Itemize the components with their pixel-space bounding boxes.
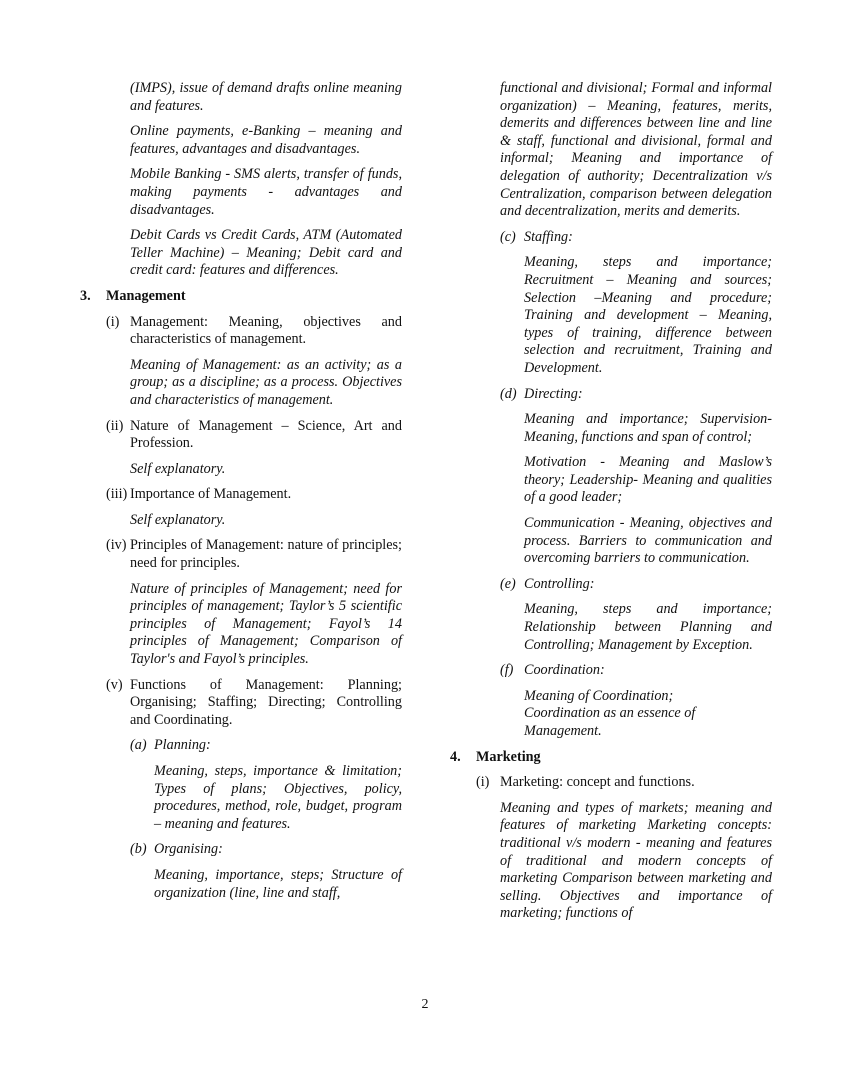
item-number: (i) bbox=[476, 774, 490, 791]
sub-item-number: (a) bbox=[130, 737, 147, 754]
item-text: Importance of Management. bbox=[130, 486, 292, 503]
item-text: Functions of Management: Planning; Organising; Staffing; Directing; Controlling and Coordinating. bbox=[130, 676, 402, 728]
item-i-detail: Meaning of Management: as an activity; as a group; as a discipline; as a process. Objectives and characteristics of management. bbox=[130, 356, 402, 408]
item-text: Management: Meaning, objectives and characteristics of management. bbox=[130, 313, 402, 348]
mobile-banking-paragraph: Mobile Banking - SMS alerts, transfer of funds, making payments - advantages and disadvantages. bbox=[130, 166, 402, 218]
coordination-line: Meaning of Coordination; bbox=[524, 687, 674, 704]
sub-item-number: (b) bbox=[130, 841, 147, 858]
coordination-detail bbox=[524, 688, 772, 741]
right-column bbox=[450, 80, 772, 931]
directing-detail-communication: Communication - Meaning, objectives and process. Barriers to communication and overcoming barriers to communication. bbox=[524, 515, 772, 567]
item-iii-detail: Self explanatory. bbox=[130, 511, 226, 528]
sub-item-title: Directing: bbox=[524, 385, 583, 402]
directing-detail-supervision: Meaning and importance; Supervision- Meaning, functions and span of control; bbox=[524, 411, 772, 445]
debit-credit-cards-paragraph: Debit Cards vs Credit Cards, ATM (Automated Teller Machine) – Meaning; Debit card and credit card: features and differences. bbox=[130, 227, 402, 279]
sub-item-d bbox=[500, 386, 772, 404]
section-4-heading bbox=[450, 749, 772, 767]
online-payments-paragraph: Online payments, e-Banking – meaning and features, advantages and disadvantages. bbox=[130, 123, 402, 157]
sub-item-title: Coordination: bbox=[524, 662, 605, 679]
item-ii-detail: Self explanatory. bbox=[130, 460, 226, 477]
sub-item-number: (f) bbox=[500, 662, 514, 679]
section-number: 3. bbox=[80, 287, 91, 304]
section-3-heading bbox=[80, 288, 402, 306]
sub-item-title: Staffing: bbox=[524, 228, 573, 245]
sub-item-b bbox=[130, 841, 402, 859]
organising-detail: Meaning, importance, steps; Structure of organization (line, line and staff, bbox=[154, 866, 402, 901]
list-item-v bbox=[106, 677, 402, 730]
staffing-detail: Meaning, steps and importance; Recruitment – Meaning and sources; Selection –Meaning and procedure; Training and development – Meaning, types of training, difference between selection and recruitment, Training and Development. bbox=[524, 254, 772, 376]
imps-paragraph: (IMPS), issue of demand drafts online meaning and features. bbox=[130, 80, 402, 114]
sub-item-a bbox=[130, 737, 402, 755]
item-text: Marketing: concept and functions. bbox=[500, 774, 695, 791]
sub-item-title: Controlling: bbox=[524, 575, 595, 592]
item-number: (ii) bbox=[106, 417, 124, 434]
sub-item-title: Organising: bbox=[154, 841, 223, 858]
item-number: (i) bbox=[106, 313, 120, 330]
sub-item-f bbox=[500, 662, 772, 680]
item-iv-detail: Nature of principles of Management; need for principles of management; Taylor’s 5 scientific principles of Management; Fayol’s 14 principles of Management; Comparison of Taylor's and Fayol’s principles. bbox=[130, 580, 402, 668]
organising-detail-continued: functional and divisional; Formal and informal organization) – Meaning, features, merits, demerits and differences between line and line & staff, functional and divisional, formal and informal; Meaning and importance of delegation of authority; Decentralization v/s Centralization, comparison between delegation and decentralization, merits and demerits. bbox=[500, 80, 772, 220]
coordination-line: Coordination as an essence of bbox=[524, 705, 696, 722]
item-number: (iv) bbox=[106, 537, 127, 554]
sub-item-e bbox=[500, 576, 772, 594]
list-item-ii bbox=[106, 418, 402, 453]
item-text: Nature of Management – Science, Art and Profession. bbox=[130, 417, 402, 452]
list-item-iv bbox=[106, 537, 402, 572]
sub-item-number: (c) bbox=[500, 228, 516, 245]
item-text: Principles of Management: nature of principles; need for principles. bbox=[130, 537, 402, 572]
planning-detail: Meaning, steps, importance & limitation; Types of plans; Objectives, policy, procedures, method, role, budget, program – meaning and features. bbox=[154, 763, 402, 832]
marketing-detail: Meaning and types of markets; meaning and features of marketing Marketing concepts: traditional v/s modern - meaning and features of traditional and modern concepts of marketing Comparison between marketing and selling. Objectives and importance of marketing; functions of bbox=[500, 799, 772, 922]
section-number: 4. bbox=[450, 748, 461, 765]
marketing-list-item-i bbox=[476, 774, 772, 792]
sub-item-c bbox=[500, 229, 772, 247]
sub-item-number: (e) bbox=[500, 575, 516, 592]
item-number: (iii) bbox=[106, 486, 128, 503]
page-number: 2 bbox=[421, 997, 429, 1012]
item-number: (v) bbox=[106, 676, 123, 693]
coordination-line: Management. bbox=[524, 723, 602, 739]
directing-detail-motivation: Motivation - Meaning and Maslow’s theory; Leadership- Meaning and qualities of a good leader; bbox=[524, 454, 772, 506]
section-title: Marketing bbox=[476, 748, 541, 765]
left-column bbox=[80, 80, 402, 910]
list-item-i bbox=[106, 314, 402, 349]
section-title: Management bbox=[106, 287, 186, 304]
sub-item-title: Planning: bbox=[154, 737, 211, 754]
sub-item-number: (d) bbox=[500, 385, 517, 402]
list-item-iii bbox=[106, 486, 402, 504]
controlling-detail: Meaning, steps and importance; Relationship between Planning and Controlling; Management by Exception. bbox=[524, 601, 772, 653]
